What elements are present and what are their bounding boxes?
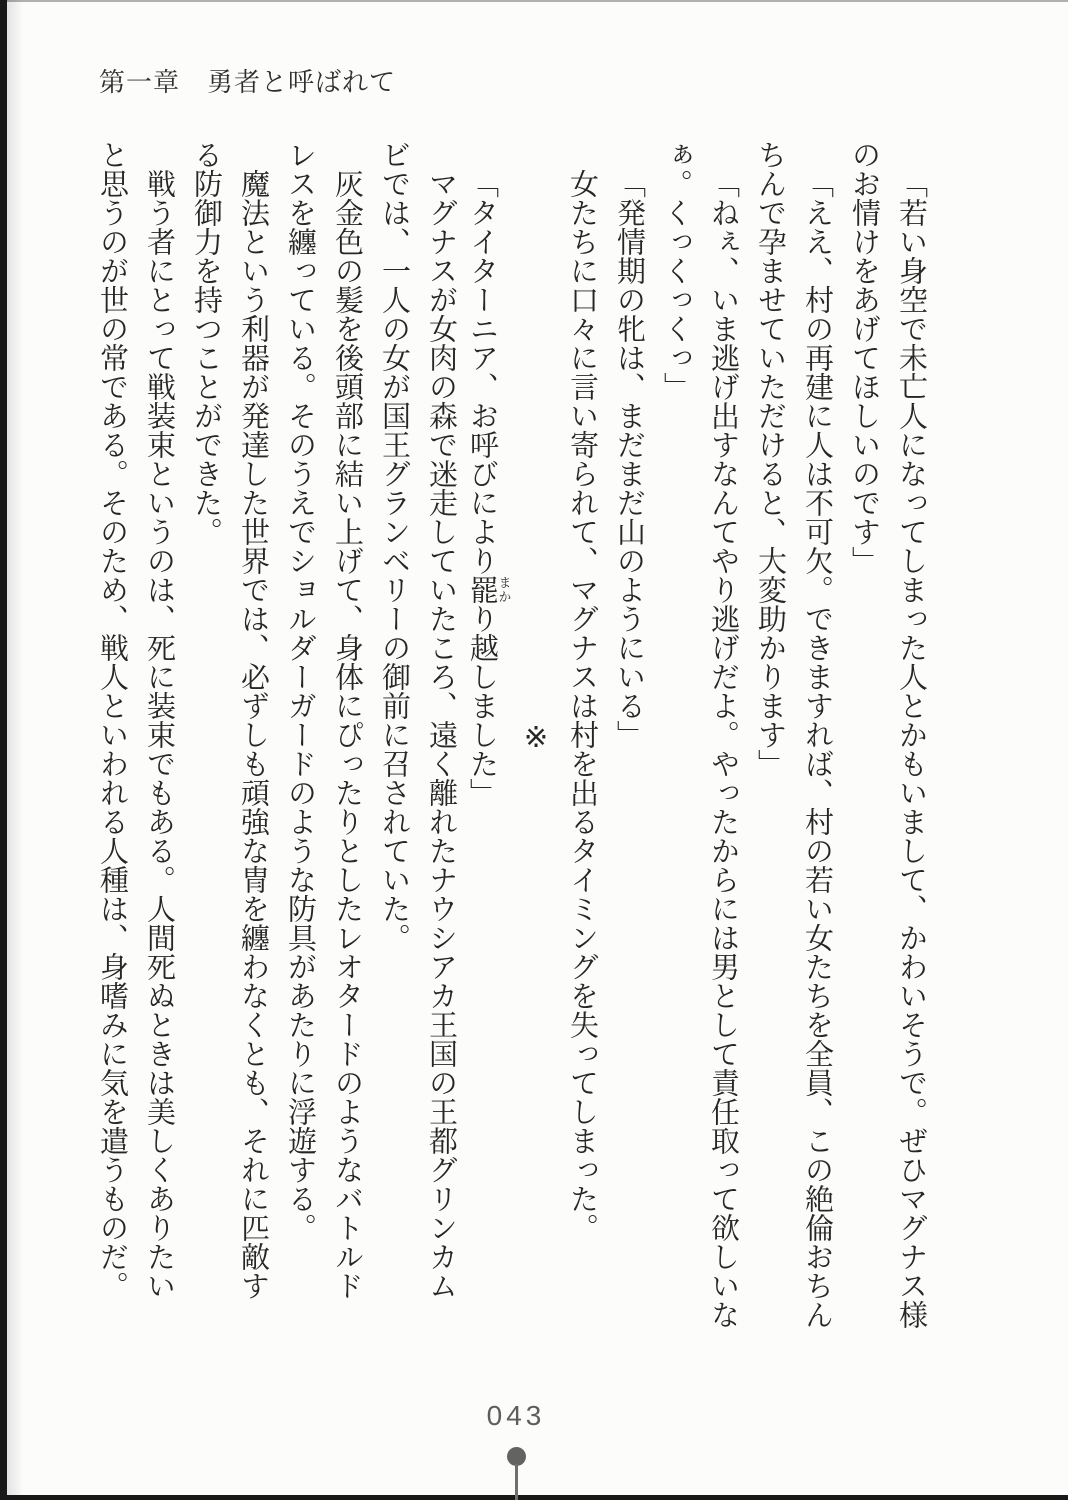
page-edge-bottom [0,1495,1068,1500]
text-column: ぁ。くっくっくっ」 [660,140,692,401]
text-column: 女たちに口々に言い寄られて、マグナスは村を出るタイミングを失ってしまった。 [566,169,598,1242]
text-segment: り越しました」 [466,604,498,807]
text-column: 戦う者にとって戦装束というのは、死に装束でもある。人間死ぬときは美しくありたい [143,169,175,1300]
page-edge-top [0,0,1068,2]
text-column: ビでは、一人の女が国王グランベリーの御前に召されていた。 [378,140,410,952]
page-text [88,140,934,1355]
text-column: 「ええ、村の再建に人は不可欠。できますれば、村の若い女たちを全員、この絶倫おちん [801,169,833,1329]
text-column: る防御力を持つことができた。 [190,140,222,546]
page-number: 043 [486,1400,546,1431]
text-column: のお情けをあげてほしいのです」 [848,140,880,575]
ruby-text: まか [496,575,512,604]
text-column [464,140,511,1355]
page-edge-left [0,0,7,1500]
text-segment: 「タイターニア、お呼びにより [466,169,498,575]
text-column: 「若い身空で未亡人になってしまった人とかもいまして、かわいそうで。ぜひマグナス様 [895,169,927,1329]
text-column: ちんで孕ませていただけると、大変助かります」 [754,140,786,778]
chapter-header: 第一章 勇者と呼ばれて [99,68,397,97]
text-column: 「ねぇ、いま逃げ出すなんてやり逃げだよ。やったからには男として責任取って欲しいな [707,169,739,1329]
text-column: 「発情期の牝は、まだまだ山のようにいる」 [613,169,645,749]
furigana-annotation [466,575,512,604]
page-edge-shadow [7,0,23,1500]
text-column: マグナスが女肉の森で迷走していたころ、遠く離れたナウシアカ王国の王都グリンカム [425,169,457,1300]
section-separator: ※ [519,720,551,754]
text-column: と思うのが世の常である。そのため、戦人といわれる人種は、身嗜みに気を遣うものだ。 [96,140,128,1300]
text-column: レスを纏っている。そのうえでショルダーガードのような防具があたりに浮遊する。 [284,140,316,1242]
footer-ornament-line [515,1464,518,1500]
ruby-base: 罷 [466,575,498,604]
text-column: 灰金色の髪を後頭部に結い上げて、身体にぴったりとしたレオタードのようなバトルド [331,169,363,1300]
text-column: 魔法という利器が発達した世界では、必ずしも頑強な冑を纏わなくとも、それに匹敵す [237,169,269,1300]
